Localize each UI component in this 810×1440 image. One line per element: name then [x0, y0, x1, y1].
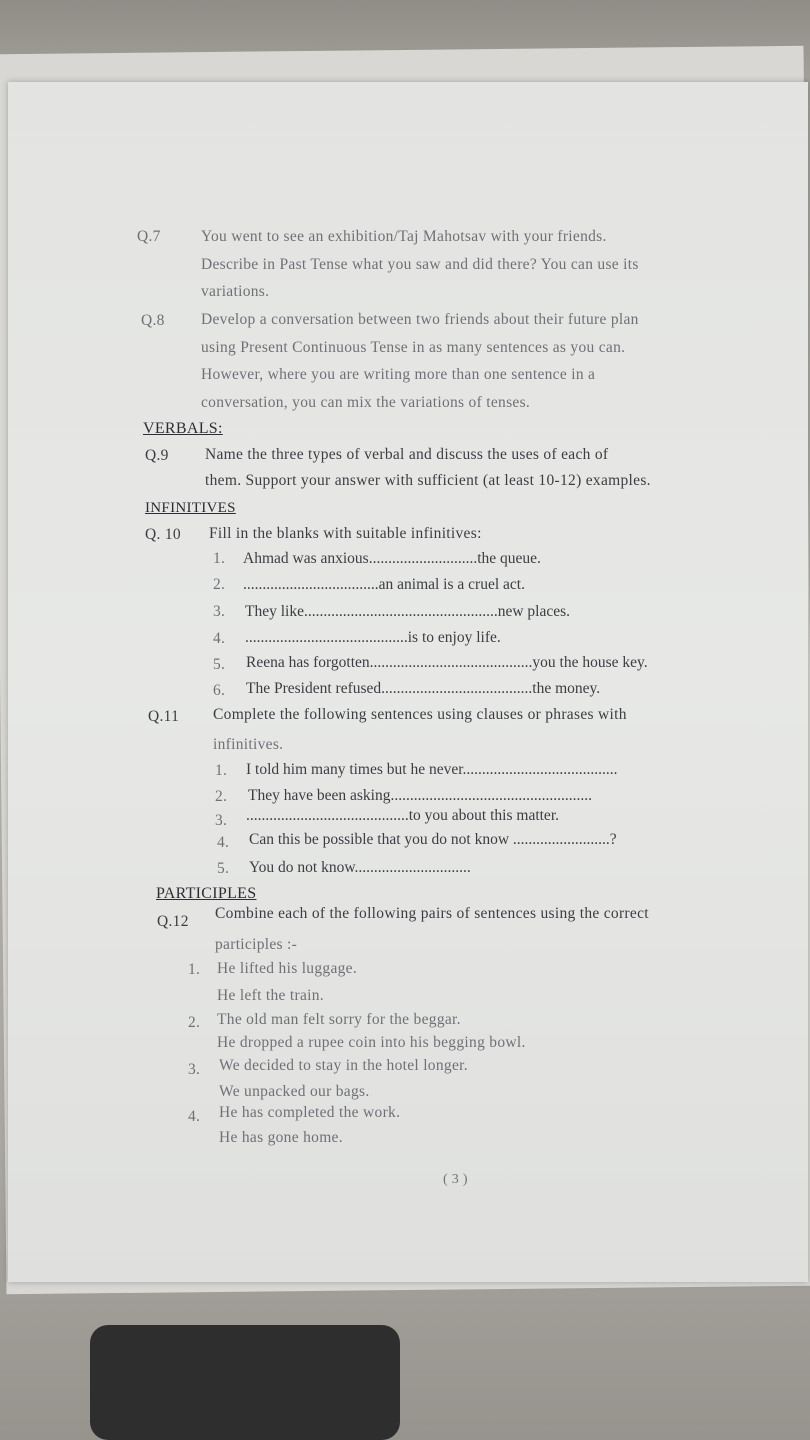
q7-number: Q.7 [137, 228, 161, 245]
q8-line: using Present Continuous Tense in as many sentences as you can. [201, 339, 626, 356]
item-number: 1. [188, 961, 201, 978]
item-number: 2. [213, 576, 226, 593]
q12-line: Combine each of the following pairs of sentences using the correct [215, 905, 649, 922]
item-number: 3. [213, 603, 226, 620]
complete-sentence-item: I told him many times but he never........................................ [246, 761, 618, 778]
item-number: 3. [188, 1061, 201, 1078]
sentence-a: He has completed the work. [219, 1104, 401, 1121]
sentence-a: The old man felt sorry for the beggar. [217, 1011, 461, 1028]
q8-line: conversation, you can mix the variations of tenses. [201, 394, 531, 411]
q8-line: However, where you are writing more than one sentence in a [201, 366, 596, 383]
item-number: 2. [215, 788, 228, 805]
item-number: 6. [213, 682, 226, 699]
item-number: 5. [217, 860, 230, 877]
item-number: 3. [215, 812, 228, 829]
fill-blank-item: ...................................an animal is a cruel act. [243, 576, 525, 593]
q8-line: Develop a conversation between two friends about their future plan [201, 311, 639, 328]
item-number: 5. [213, 656, 226, 673]
fill-blank-item: Ahmad was anxious............................the queue. [243, 550, 541, 567]
complete-sentence-item: Can this be possible that you do not know .........................? [249, 831, 617, 848]
sentence-b: He left the train. [217, 987, 324, 1004]
fill-blank-item: Reena has forgotten..........................................you the house key. [246, 654, 648, 671]
q11-line: infinitives. [213, 736, 284, 753]
q9-number: Q.9 [145, 447, 169, 464]
q11-number: Q.11 [148, 708, 180, 725]
q10-number: Q. 10 [145, 526, 181, 543]
q7-line: Describe in Past Tense what you saw and did there? You can use its [201, 256, 639, 273]
sentence-b: He dropped a rupee coin into his begging bowl. [217, 1034, 526, 1051]
item-number: 1. [213, 550, 226, 567]
item-number: 1. [215, 762, 228, 779]
q10-text: Fill in the blanks with suitable infinitives: [209, 525, 482, 542]
infinitives-heading: INFINITIVES [145, 500, 236, 516]
q7-line: variations. [201, 283, 270, 300]
complete-sentence-item: They have been asking.................................................... [248, 787, 592, 804]
q7-line: You went to see an exhibition/Taj Mahotsav with your friends. [201, 228, 607, 245]
complete-sentence-item: You do not know.............................. [249, 859, 471, 876]
item-number: 2. [188, 1014, 201, 1031]
sentence-a: He lifted his luggage. [217, 960, 358, 977]
item-number: 4. [213, 630, 226, 647]
q9-line: them. Support your answer with sufficient (at least 10-12) examples. [205, 472, 651, 489]
q12-line: participles :- [215, 936, 298, 953]
q12-number: Q.12 [157, 913, 189, 930]
verbals-heading: VERBALS: [143, 420, 223, 437]
q9-line: Name the three types of verbal and discuss the uses of each of [205, 446, 609, 463]
fill-blank-item: ..........................................is to enjoy life. [245, 629, 501, 646]
q8-number: Q.8 [141, 312, 165, 329]
fill-blank-item: They like..................................................new places. [245, 603, 571, 620]
sentence-b: We unpacked our bags. [219, 1083, 370, 1100]
page-number: ( 3 ) [443, 1172, 468, 1187]
sentence-b: He has gone home. [219, 1129, 343, 1146]
sentence-a: We decided to stay in the hotel longer. [219, 1057, 468, 1074]
item-number: 4. [188, 1108, 201, 1125]
fill-blank-item: The President refused.......................................the money. [246, 680, 601, 697]
complete-sentence-item: ..........................................to you about this matter. [246, 807, 559, 824]
participles-heading: PARTICIPLES [156, 885, 257, 902]
q11-line: Complete the following sentences using clauses or phrases with [213, 706, 627, 723]
phone-shadow [90, 1325, 400, 1440]
item-number: 4. [217, 834, 230, 851]
